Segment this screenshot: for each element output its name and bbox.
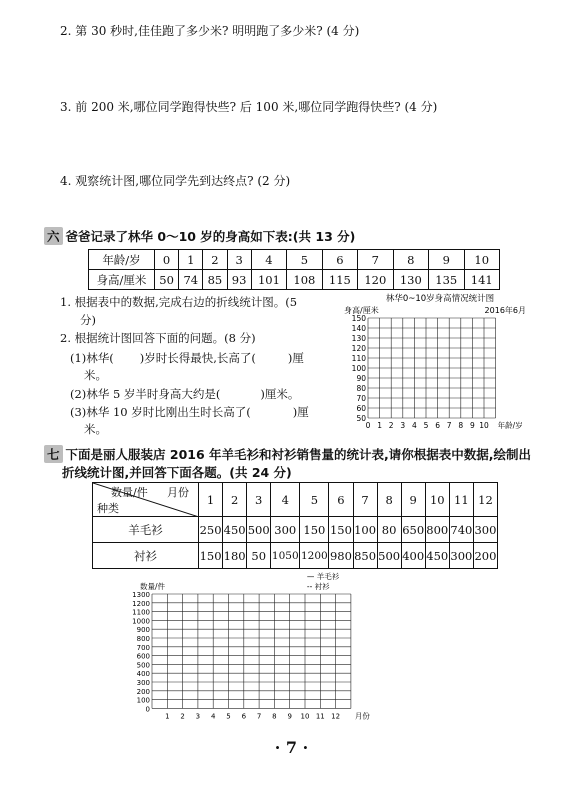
table-cell: 80: [377, 517, 401, 543]
y-tick-label: 130: [351, 334, 366, 343]
table-cell: 5: [287, 250, 322, 270]
table-cell: 50: [247, 543, 271, 569]
y-tick-label: 300: [136, 679, 150, 687]
x-tick-label: 5: [226, 712, 231, 721]
table-cell: 4: [271, 483, 300, 517]
x-tick-label: 3: [195, 712, 201, 721]
x-tick-label: 6: [435, 421, 440, 430]
x-tick-label: 2: [180, 712, 185, 721]
y-tick-label: 100: [351, 364, 366, 373]
table-cell: 450: [425, 543, 449, 569]
sub-2-text-a: (2)林华 5 岁半时身高大约是(: [70, 387, 221, 401]
chart-date: 2016年6月: [484, 306, 526, 315]
table-cell: 74: [179, 270, 203, 290]
table-cell: 300: [271, 517, 300, 543]
table-cell: 7: [353, 483, 377, 517]
x-tick-label: 10: [300, 712, 310, 721]
y-tick-label: 700: [136, 643, 150, 652]
table-cell: 12: [473, 483, 497, 517]
sub-1-text-c: )厘: [287, 351, 304, 365]
section-7-heading: [44, 445, 531, 463]
table-cell: 500: [377, 543, 401, 569]
y-tick-label: 900: [136, 626, 150, 635]
sales-line-chart: [110, 572, 390, 722]
y-tick-label: 120: [351, 344, 366, 353]
table-cell: 300: [473, 517, 497, 543]
corner-month: 月份: [167, 486, 189, 499]
table-cell: 500: [247, 517, 271, 543]
section-6-title: 爸爸记录了林华 0～10 岁的身高如下表:(共 13 分): [65, 229, 356, 244]
y-tick-label: 90: [356, 374, 366, 383]
table-cell: 5: [300, 483, 329, 517]
y-tick-label: 600: [136, 652, 150, 661]
x-tick-label: 1: [165, 712, 170, 721]
sub-question-1: [70, 350, 304, 366]
table-cell: 200: [473, 543, 497, 569]
section-6-heading: [44, 227, 355, 245]
table-cell: 50: [155, 270, 179, 290]
x-tick-label: 0: [365, 421, 371, 430]
x-tick-label: 2: [388, 421, 394, 430]
x-axis-label: 月份: [354, 711, 370, 721]
table-cell: 850: [353, 543, 377, 569]
y-tick-label: 100: [136, 696, 150, 705]
question-4: 4. 观察统计图,哪位同学先到达终点? (2 分): [60, 174, 291, 188]
table-cell: 85: [203, 270, 227, 290]
table-cell: 6: [329, 483, 353, 517]
y-tick-label: 400: [136, 670, 150, 679]
x-tick-label: 8: [458, 421, 464, 430]
table-cell: 120: [358, 270, 393, 290]
x-tick-label: 3: [400, 421, 406, 430]
chart-title: 林华0~10岁身高情况统计图: [385, 294, 495, 304]
x-tick-label: 7: [256, 712, 262, 721]
table-row-header: 身高/厘米: [89, 270, 155, 290]
x-tick-label: 11: [315, 712, 325, 721]
section-6-badge: 六: [44, 227, 63, 245]
question-3: 3. 前 200 米,哪位同学跑得快些? 后 100 米,哪位同学跑得快些? (4 分): [60, 100, 438, 114]
table-cell: 115: [322, 270, 357, 290]
table-cell: 2: [203, 250, 227, 270]
x-tick-label: 9: [470, 421, 475, 430]
table-cell: 150: [199, 543, 223, 569]
y-tick-label: 70: [356, 394, 366, 403]
table-row-header: 年龄/岁: [89, 250, 155, 270]
table-corner-cell: [93, 483, 199, 517]
legend-wool-sweater: — 羊毛衫: [306, 572, 340, 581]
table-row-header: 羊毛衫: [93, 517, 199, 543]
sub-question-3: [70, 404, 309, 420]
table-cell: 10: [425, 483, 449, 517]
y-tick-label: 150: [351, 314, 366, 323]
x-tick-label: 4: [210, 712, 216, 721]
question-2: 2. 第 30 秒时,佳佳跑了多少米? 明明跑了多少米? (4 分): [60, 24, 360, 38]
table-cell: 650: [401, 517, 425, 543]
table-cell: 180: [223, 543, 247, 569]
table-cell: 8: [377, 483, 401, 517]
y-tick-label: 80: [356, 384, 366, 393]
table-cell: 1: [179, 250, 203, 270]
table-cell: 740: [449, 517, 473, 543]
x-tick-label: 8: [272, 712, 277, 721]
y-axis-label: 身高/厘米: [344, 306, 379, 315]
table-cell: 135: [429, 270, 464, 290]
y-tick-label: 1200: [132, 599, 150, 608]
x-tick-label: 6: [241, 712, 247, 721]
y-tick-label: 110: [351, 354, 366, 363]
x-tick-label: 5: [423, 421, 429, 430]
sales-table: [92, 482, 498, 569]
page-number: · 7 ·: [274, 738, 309, 757]
table-cell: 150: [329, 517, 353, 543]
y-axis-label: 数量/件: [140, 582, 166, 591]
sub-1-text-d: 米。: [84, 368, 107, 382]
sub-2-text-b: )厘米。: [260, 387, 300, 401]
section-7-badge: 七: [44, 445, 63, 463]
x-tick-label: 4: [412, 421, 417, 430]
item-1-line2: 分): [80, 313, 96, 327]
table-cell: 2: [223, 483, 247, 517]
y-tick-label: 800: [136, 635, 150, 643]
table-cell: 1: [199, 483, 223, 517]
x-tick-label: 12: [331, 712, 341, 721]
y-tick-label: 140: [351, 324, 366, 333]
y-tick-label: 50: [356, 414, 366, 423]
table-cell: 980: [329, 543, 353, 569]
section-7-title-line2: 折线统计图,并回答下面各题。(共 24 分): [62, 465, 292, 480]
y-tick-label: 1300: [132, 591, 150, 599]
item-1-line1: 1. 根据表中的数据,完成右边的折线统计图。(5: [60, 295, 298, 309]
table-cell: 400: [401, 543, 425, 569]
table-cell: 1050: [271, 543, 300, 569]
table-cell: 9: [401, 483, 425, 517]
table-cell: 0: [155, 250, 179, 270]
legend-shirt: -- 衬衫: [306, 582, 330, 591]
y-tick-label: 1100: [132, 608, 150, 617]
table-row-header: 衬衫: [93, 543, 199, 569]
y-tick-label: 1000: [132, 617, 150, 626]
table-cell: 450: [223, 517, 247, 543]
x-tick-label: 10: [479, 421, 489, 430]
table-cell: 250: [199, 517, 223, 543]
height-line-chart: [340, 292, 540, 432]
table-cell: 300: [449, 543, 473, 569]
table-cell: 3: [227, 250, 251, 270]
table-cell: 800: [425, 517, 449, 543]
table-cell: 8: [393, 250, 428, 270]
sub-3-text-b: )厘: [292, 405, 309, 419]
table-cell: 130: [393, 270, 428, 290]
table-cell: 150: [300, 517, 329, 543]
table-cell: 93: [227, 270, 251, 290]
y-tick-label: 500: [136, 661, 150, 670]
table-cell: 7: [358, 250, 393, 270]
table-cell: 1200: [300, 543, 329, 569]
y-tick-label: 0: [145, 705, 150, 714]
corner-type: 种类: [97, 502, 119, 515]
table-cell: 11: [449, 483, 473, 517]
table-cell: 108: [287, 270, 322, 290]
y-tick-label: 200: [136, 687, 150, 696]
sub-question-2: [70, 386, 299, 402]
sub-3-text-a: (3)林华 10 岁时比刚出生时长高了(: [70, 405, 251, 419]
table-cell: 4: [251, 250, 286, 270]
sub-1-text-b: )岁时长得最快,长高了(: [139, 351, 256, 365]
sub-1-text-a: (1)林华(: [70, 351, 114, 365]
item-2: 2. 根据统计图回答下面的问题。(8 分): [60, 331, 256, 345]
sub-3-text-c: 米。: [84, 422, 107, 436]
height-table: [88, 249, 500, 290]
x-tick-label: 7: [446, 421, 452, 430]
table-cell: 9: [429, 250, 464, 270]
table-cell: 10: [464, 250, 500, 270]
table-cell: 3: [247, 483, 271, 517]
x-tick-label: 1: [377, 421, 382, 430]
table-cell: 100: [353, 517, 377, 543]
section-7-title-line1: 下面是丽人服装店 2016 年羊毛衫和衬衫销售量的统计表,请你根据表中数据,绘制出: [65, 447, 532, 462]
table-cell: 101: [251, 270, 286, 290]
corner-quantity: 数量/件: [111, 486, 148, 499]
x-tick-label: 9: [287, 712, 292, 721]
y-tick-label: 60: [356, 404, 366, 413]
table-cell: 141: [464, 270, 500, 290]
table-cell: 6: [322, 250, 357, 270]
x-axis-label: 年龄/岁: [497, 421, 523, 430]
